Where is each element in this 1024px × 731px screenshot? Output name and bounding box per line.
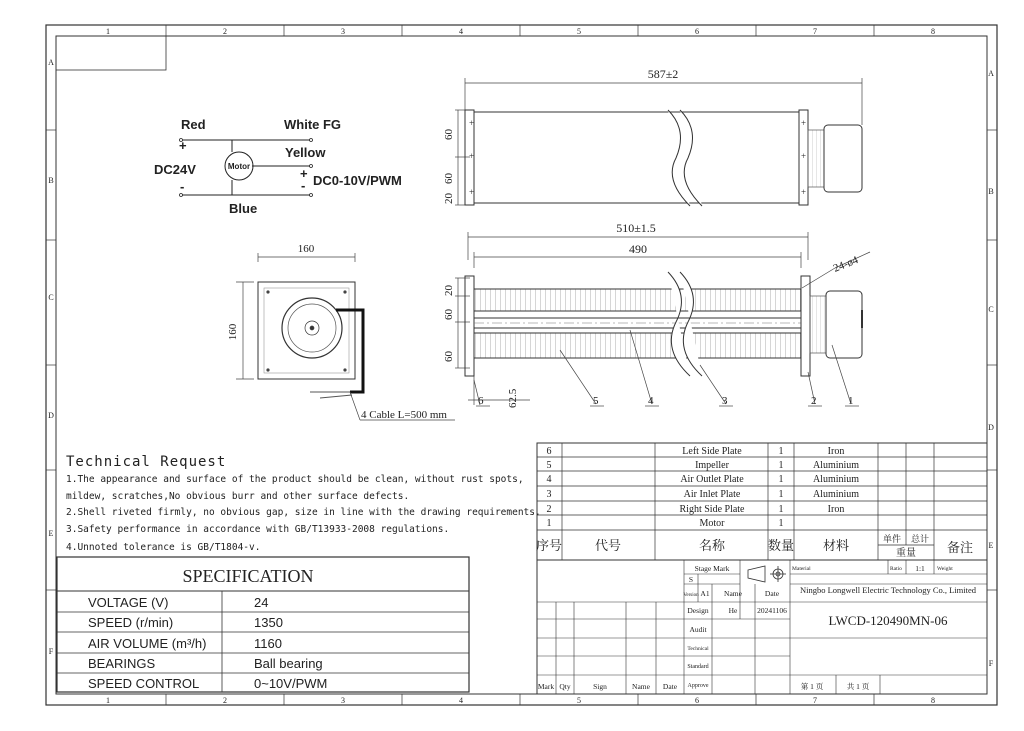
wire-white-label: White FG bbox=[284, 117, 342, 132]
bom-header-material: 材料 bbox=[822, 538, 850, 553]
body-length-dim: 510±1.5 bbox=[616, 221, 656, 235]
bom-header-unit: 单件 bbox=[882, 534, 902, 544]
wire-yellow-label: Yellow bbox=[285, 145, 326, 160]
wire-blue-label: Blue bbox=[229, 201, 258, 216]
bom-material: Aluminium bbox=[812, 460, 860, 471]
technical-line: 3.Safety performance in accordance with GB/T13933-2008 regulations. bbox=[66, 524, 450, 535]
spec-label: BEARINGS bbox=[88, 656, 156, 671]
approve-label: Approve bbox=[687, 683, 709, 689]
spec-label: SPEED CONTROL bbox=[88, 676, 200, 691]
motor-label: Motor bbox=[227, 162, 251, 171]
cable-label: 4 Cable L=500 mm bbox=[361, 409, 447, 421]
callout-4: 4 bbox=[648, 395, 654, 407]
date-label: Date bbox=[764, 589, 780, 598]
col-label: 3 bbox=[341, 27, 345, 36]
offset-dim: 62.5 bbox=[507, 388, 519, 408]
spec-value: 1160 bbox=[254, 636, 282, 651]
drawing-number: LWCD-120490MN-06 bbox=[828, 613, 948, 628]
corner-box bbox=[56, 36, 166, 70]
stage-mark-label: Stage Mark bbox=[694, 564, 730, 573]
row-label: F bbox=[48, 647, 54, 656]
bom-qty: 1 bbox=[778, 474, 784, 485]
row-label: E bbox=[48, 529, 54, 538]
wire-red-label: Red bbox=[181, 117, 206, 132]
col-label: 6 bbox=[695, 27, 699, 36]
impeller-length-dim: 490 bbox=[629, 242, 647, 256]
minus-left: - bbox=[180, 179, 185, 194]
end-width-dim: 160 bbox=[297, 243, 315, 255]
callout-2: 2 bbox=[811, 395, 817, 407]
name-label: Name bbox=[724, 589, 742, 598]
overall-length-dim: 587±2 bbox=[647, 67, 679, 81]
bom-table bbox=[536, 443, 987, 560]
minus-right: - bbox=[301, 178, 306, 193]
callout-5: 5 bbox=[593, 395, 599, 407]
row-label: B bbox=[48, 176, 54, 185]
side-view bbox=[443, 221, 870, 408]
end-view bbox=[227, 243, 455, 421]
spec-title: SPECIFICATION bbox=[182, 566, 314, 586]
bom-qty: 1 bbox=[778, 489, 784, 500]
technical-title: Technical Request bbox=[66, 454, 227, 470]
bom-no: 2 bbox=[546, 504, 552, 515]
spec-label: VOLTAGE (V) bbox=[88, 595, 169, 610]
inner-border bbox=[56, 36, 987, 694]
col-label: 6 bbox=[695, 696, 699, 705]
top-view bbox=[443, 67, 862, 206]
bom-material: Aluminium bbox=[812, 474, 860, 485]
technical-request bbox=[66, 454, 541, 553]
mark-label: Mark bbox=[537, 682, 555, 691]
version-label: Version bbox=[683, 593, 699, 598]
technical-line: 4.Unnoted tolerance is GB/T1804-v. bbox=[66, 542, 261, 553]
col-label: 1 bbox=[106, 696, 110, 705]
company-name: Ningbo Longwell Electric Technology Co., Limited bbox=[799, 585, 977, 595]
svg-text:+: + bbox=[801, 118, 807, 128]
col-label: 7 bbox=[813, 27, 817, 36]
row-label: C bbox=[48, 293, 54, 302]
bom-no: 5 bbox=[546, 460, 552, 471]
bom-qty: 1 bbox=[778, 446, 784, 457]
bom-no: 4 bbox=[546, 474, 552, 485]
dc010v-label: DC0-10V/PWM bbox=[313, 173, 402, 188]
sign-label: Sign bbox=[593, 682, 607, 691]
version-value: A1 bbox=[700, 589, 710, 598]
bom-header-no: 序号 bbox=[535, 538, 563, 553]
col-label: 2 bbox=[223, 696, 227, 705]
audit-label: Audit bbox=[689, 625, 707, 634]
bom-material: Iron bbox=[827, 504, 845, 515]
bom-no: 6 bbox=[546, 446, 552, 457]
col-label: 5 bbox=[577, 696, 581, 705]
ratio-label: Ratio bbox=[890, 566, 902, 572]
bom-no: 1 bbox=[546, 518, 552, 529]
svg-text:+: + bbox=[801, 151, 807, 161]
technical-line: mildew, scratches,No obvious burr and other surface defects. bbox=[66, 491, 410, 502]
col-label: 3 bbox=[341, 696, 345, 705]
side-dim-20: 20 bbox=[443, 285, 455, 296]
designer-value: He bbox=[728, 606, 738, 615]
callout-3: 3 bbox=[722, 395, 728, 407]
design-label: Design bbox=[687, 606, 709, 615]
name2-label: Name bbox=[632, 682, 650, 691]
side-dim-60b: 60 bbox=[443, 351, 455, 362]
bom-no: 3 bbox=[546, 489, 552, 500]
svg-text:+: + bbox=[469, 118, 475, 128]
bom-name: Air Inlet Plate bbox=[683, 489, 741, 500]
spec-value: 1350 bbox=[254, 615, 283, 630]
total-pages: 共 1 页 bbox=[846, 682, 870, 691]
spec-value: 0~10V/PWM bbox=[254, 676, 328, 691]
row-label: B bbox=[988, 187, 994, 196]
page-number: 第 1 页 bbox=[800, 682, 824, 691]
callout-1: 1 bbox=[848, 395, 854, 407]
spec-value: Ball bearing bbox=[254, 656, 323, 671]
row-label: D bbox=[48, 411, 54, 420]
design-date-value: 20241106 bbox=[757, 606, 787, 615]
spec-value: 24 bbox=[254, 595, 269, 610]
holes-dim: 24-ø4 bbox=[831, 254, 860, 275]
bom-header-name: 名称 bbox=[698, 538, 726, 553]
col-label: 4 bbox=[459, 696, 463, 705]
projection-symbol bbox=[748, 566, 786, 582]
technical-line: 1.The appearance and surface of the product should be clean, without rust spots, bbox=[66, 474, 524, 485]
dc24v-label: DC24V bbox=[154, 162, 196, 177]
bom-header-code: 代号 bbox=[594, 538, 622, 553]
date2-label: Date bbox=[662, 682, 678, 691]
svg-text:+: + bbox=[469, 151, 475, 161]
row-label: F bbox=[988, 659, 994, 668]
qty-label: Qty bbox=[559, 682, 571, 691]
stage-s: S bbox=[688, 575, 694, 584]
plus-right: + bbox=[300, 166, 308, 181]
bom-qty: 1 bbox=[778, 504, 784, 515]
col-label: 4 bbox=[459, 27, 463, 36]
standard-label: Standard bbox=[687, 664, 709, 670]
bom-name: Motor bbox=[699, 518, 725, 529]
row-label: A bbox=[48, 58, 54, 67]
plus-left: + bbox=[179, 138, 187, 153]
weight-label: Weight bbox=[937, 566, 953, 572]
material-label: Material bbox=[792, 566, 811, 572]
row-label: E bbox=[988, 541, 994, 550]
bom-name: Left Side Plate bbox=[682, 446, 742, 457]
col-label: 8 bbox=[931, 27, 935, 36]
specification-table bbox=[57, 557, 469, 692]
bom-header-qty: 数量 bbox=[767, 538, 795, 553]
col-label: 8 bbox=[931, 696, 935, 705]
top-dim-20: 20 bbox=[443, 193, 455, 204]
bom-material: Aluminium bbox=[812, 489, 860, 500]
technical-line: 2.Shell riveted firmly, no obvious gap, size in line with the drawing requirements. bbox=[66, 507, 541, 518]
bom-name: Air Outlet Plate bbox=[680, 474, 744, 485]
col-label: 5 bbox=[577, 27, 581, 36]
bom-qty: 1 bbox=[778, 460, 784, 471]
ratio-value: 1:1 bbox=[915, 564, 925, 573]
side-dim-60a: 60 bbox=[443, 309, 455, 320]
row-label: D bbox=[988, 423, 994, 432]
bom-name: Right Side Plate bbox=[679, 504, 745, 515]
spec-label: AIR VOLUME (m³/h) bbox=[88, 636, 207, 651]
col-label: 1 bbox=[106, 27, 110, 36]
bom-header-total: 总计 bbox=[910, 534, 930, 544]
top-dim-60a: 60 bbox=[443, 129, 455, 140]
svg-text:+: + bbox=[469, 187, 475, 197]
bom-header-weight: 重量 bbox=[896, 548, 916, 559]
col-label: 2 bbox=[223, 27, 227, 36]
row-label: C bbox=[988, 305, 994, 314]
technical-label: Technical bbox=[687, 646, 709, 652]
bom-name: Impeller bbox=[695, 460, 729, 471]
bom-header-remark: 备注 bbox=[946, 540, 974, 555]
end-height-dim: 160 bbox=[227, 323, 239, 341]
svg-text:+: + bbox=[801, 187, 807, 197]
top-dim-60b: 60 bbox=[443, 173, 455, 184]
callout-6: 6 bbox=[478, 395, 484, 407]
title-block bbox=[537, 560, 987, 694]
row-label: A bbox=[988, 69, 994, 78]
bom-qty: 1 bbox=[778, 518, 784, 529]
wiring-diagram bbox=[154, 117, 402, 216]
bom-material: Iron bbox=[827, 446, 845, 457]
col-label: 7 bbox=[813, 696, 817, 705]
spec-label: SPEED (r/min) bbox=[88, 615, 174, 630]
